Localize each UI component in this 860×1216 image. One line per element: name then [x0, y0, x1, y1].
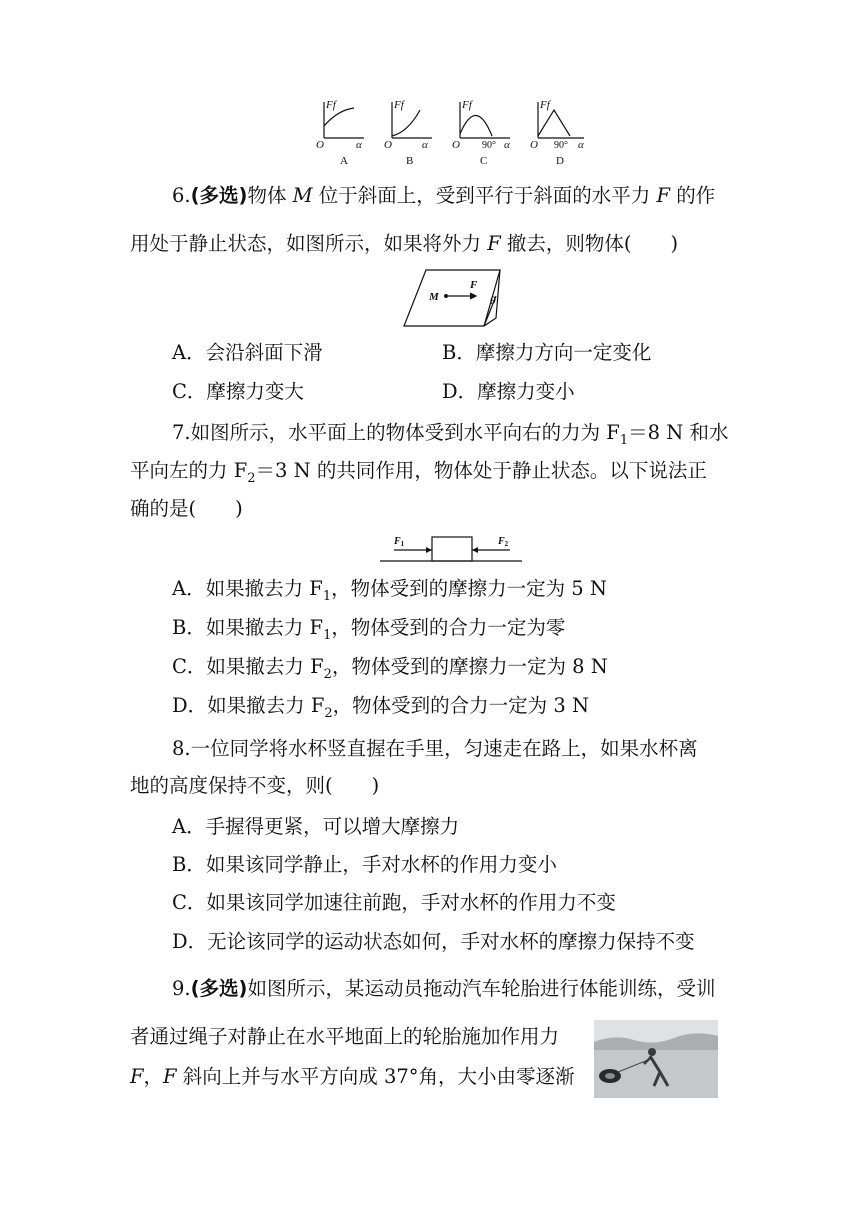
q9-text-1: 如图所示，某运动员拖动汽车轮胎进行体能训练，受训: [247, 977, 716, 1000]
q8-option-c: C．如果该同学加速往前跑，手对水杯的作用力不变: [172, 891, 616, 914]
q6-fig-f-label: F: [470, 279, 478, 291]
q8-line-1: 8.一位同学将水杯竖直握在手里，匀速走在路上，如果水杯离: [172, 737, 698, 760]
q8-line-2: 地的高度保持不变，则( ): [130, 774, 380, 797]
graph-c-fy-label: Ff: [462, 99, 472, 111]
graph-a-fy-label: Ff: [326, 99, 336, 111]
q7-text-1a: 7.如图所示，水平面上的物体受到水平向右的力为 F: [172, 421, 620, 444]
q7-line-1: [172, 420, 729, 454]
svg-text:F2: [497, 536, 509, 548]
q7-opt-d-sub: 2: [324, 705, 333, 721]
q7-fig-f1-sub: 1: [400, 540, 405, 548]
q7-text-2b: ＝3 N 的共同作用，物体处于静止状态。以下说法正: [255, 459, 707, 482]
q7-opt-b-tail: ，物体受到的合力一定为零: [331, 616, 566, 639]
q9-line-3: [130, 1064, 575, 1090]
q7-line-3: 确的是( ): [130, 497, 243, 520]
q7-fig-f2-label: F: [498, 536, 505, 547]
graph-a-origin: O: [316, 139, 324, 151]
q9-multi-select-tag: (多选): [190, 977, 248, 1000]
graph-d-fy-label: Ff: [540, 99, 550, 111]
graph-c-label: C: [480, 155, 488, 167]
graph-b-origin: O: [384, 139, 392, 151]
q6-text-1b: 位于斜面上，受到平行于斜面的水平力: [312, 184, 657, 207]
graph-d-origin: O: [530, 139, 538, 151]
q6-number: 6.: [172, 184, 191, 207]
q7-opt-d-tail: ，物体受到的合力一定为 3 N: [332, 694, 590, 717]
q7-fig-f1-label: F: [394, 536, 401, 547]
q8-option-d: D．无论该同学的运动状态如何，手对水杯的摩擦力保持不变: [172, 930, 695, 953]
graph-b-x-label: α: [422, 139, 428, 151]
q7-opt-c-text: C．如果撤去力 F: [172, 655, 324, 678]
q9-text-3a: ，: [143, 1065, 164, 1088]
q9-number: 9.: [172, 977, 191, 1000]
q6-incline-svg: [402, 268, 502, 330]
friction-graphs-figure: [316, 98, 588, 168]
q6-text-1c: 的作: [670, 184, 716, 207]
q7-opt-a-sub: 1: [322, 588, 332, 604]
q6-fig-m-label: M: [429, 291, 439, 303]
q6-multi-select-tag: (多选): [190, 184, 248, 207]
q6-var-f: F: [656, 184, 671, 207]
q6-option-b: B．摩擦力方向一定变化: [442, 341, 652, 364]
q7-option-a: [172, 576, 607, 610]
q6-text-1a: 物体: [247, 184, 293, 207]
q9-line-2: 者通过绳子对静止在水平地面上的轮胎施加作用力: [130, 1025, 560, 1048]
q7-block-figure: [380, 533, 522, 565]
q7-sub-1: 1: [619, 432, 629, 448]
q7-opt-a-text: A．如果撤去力 F: [172, 577, 323, 600]
q7-text-2a: 平向左的力 F: [130, 459, 248, 482]
q8-option-b: B．如果该同学静止，手对水杯的作用力变小: [172, 853, 557, 876]
q9-line-1: [172, 976, 715, 1002]
friction-graphs-svg: [316, 98, 588, 168]
q7-opt-b-sub: 1: [323, 627, 332, 643]
q6-option-d: D．摩擦力变小: [442, 380, 575, 403]
q6-line-1: [172, 183, 715, 209]
q6-var-m: M: [292, 184, 313, 207]
q7-opt-d-text: D．如果撤去力 F: [172, 694, 325, 717]
graph-b-label: B: [406, 155, 414, 167]
q6-option-a: A．会沿斜面下滑: [172, 341, 323, 364]
q8-option-a: A．手握得更紧，可以增大摩擦力: [172, 815, 460, 838]
q7-option-c: [172, 654, 608, 688]
q6-var-f-2: F: [487, 232, 501, 255]
q7-opt-a-tail: ，物体受到的摩擦力一定为 5 N: [331, 577, 607, 600]
graph-d-x-label: α: [578, 139, 584, 151]
q7-line-2: [130, 458, 707, 492]
tire-training-illustration: [594, 1020, 718, 1098]
graph-a-x-label: α: [356, 139, 362, 151]
q6-fig-theta-label: θ: [490, 295, 496, 307]
svg-text:F1: [393, 536, 405, 548]
q6-line-2: [130, 231, 678, 257]
q7-sub-2: 2: [247, 470, 256, 486]
graph-a-label: A: [340, 155, 348, 167]
q7-opt-b-text: B．如果撤去力 F: [172, 616, 324, 639]
graph-c-origin: O: [452, 139, 460, 151]
q7-option-b: [172, 615, 565, 649]
graph-b-fy-label: Ff: [394, 99, 404, 111]
q6-text-2a: 用处于静止状态，如图所示，如果将外力: [130, 232, 488, 255]
q7-opt-c-sub: 2: [323, 666, 332, 682]
q6-incline-figure: [402, 268, 502, 330]
q9-text-3b: 斜向上并与水平方向成 37°角，大小由零逐渐: [176, 1065, 575, 1088]
q7-fig-f2-sub: 2: [504, 540, 509, 548]
q7-block-svg: [380, 533, 522, 565]
graph-d-label: D: [556, 155, 564, 167]
graph-c-x-label: α: [504, 139, 510, 151]
q7-text-1b: ＝8 N 和水: [628, 421, 729, 444]
graph-c-tick-90: 90°: [482, 140, 496, 151]
tire-training-photo: [594, 1020, 718, 1098]
graph-d-tick-90: 90°: [554, 140, 568, 151]
q9-var-f: F: [130, 1065, 144, 1088]
q9-var-f-2: F: [163, 1065, 177, 1088]
q7-option-d: [172, 693, 589, 727]
q6-option-c: C．摩擦力变大: [172, 380, 304, 403]
q6-text-2b: 撤去，则物体( ): [500, 232, 679, 255]
q7-opt-c-tail: ，物体受到的摩擦力一定为 8 N: [331, 655, 608, 678]
